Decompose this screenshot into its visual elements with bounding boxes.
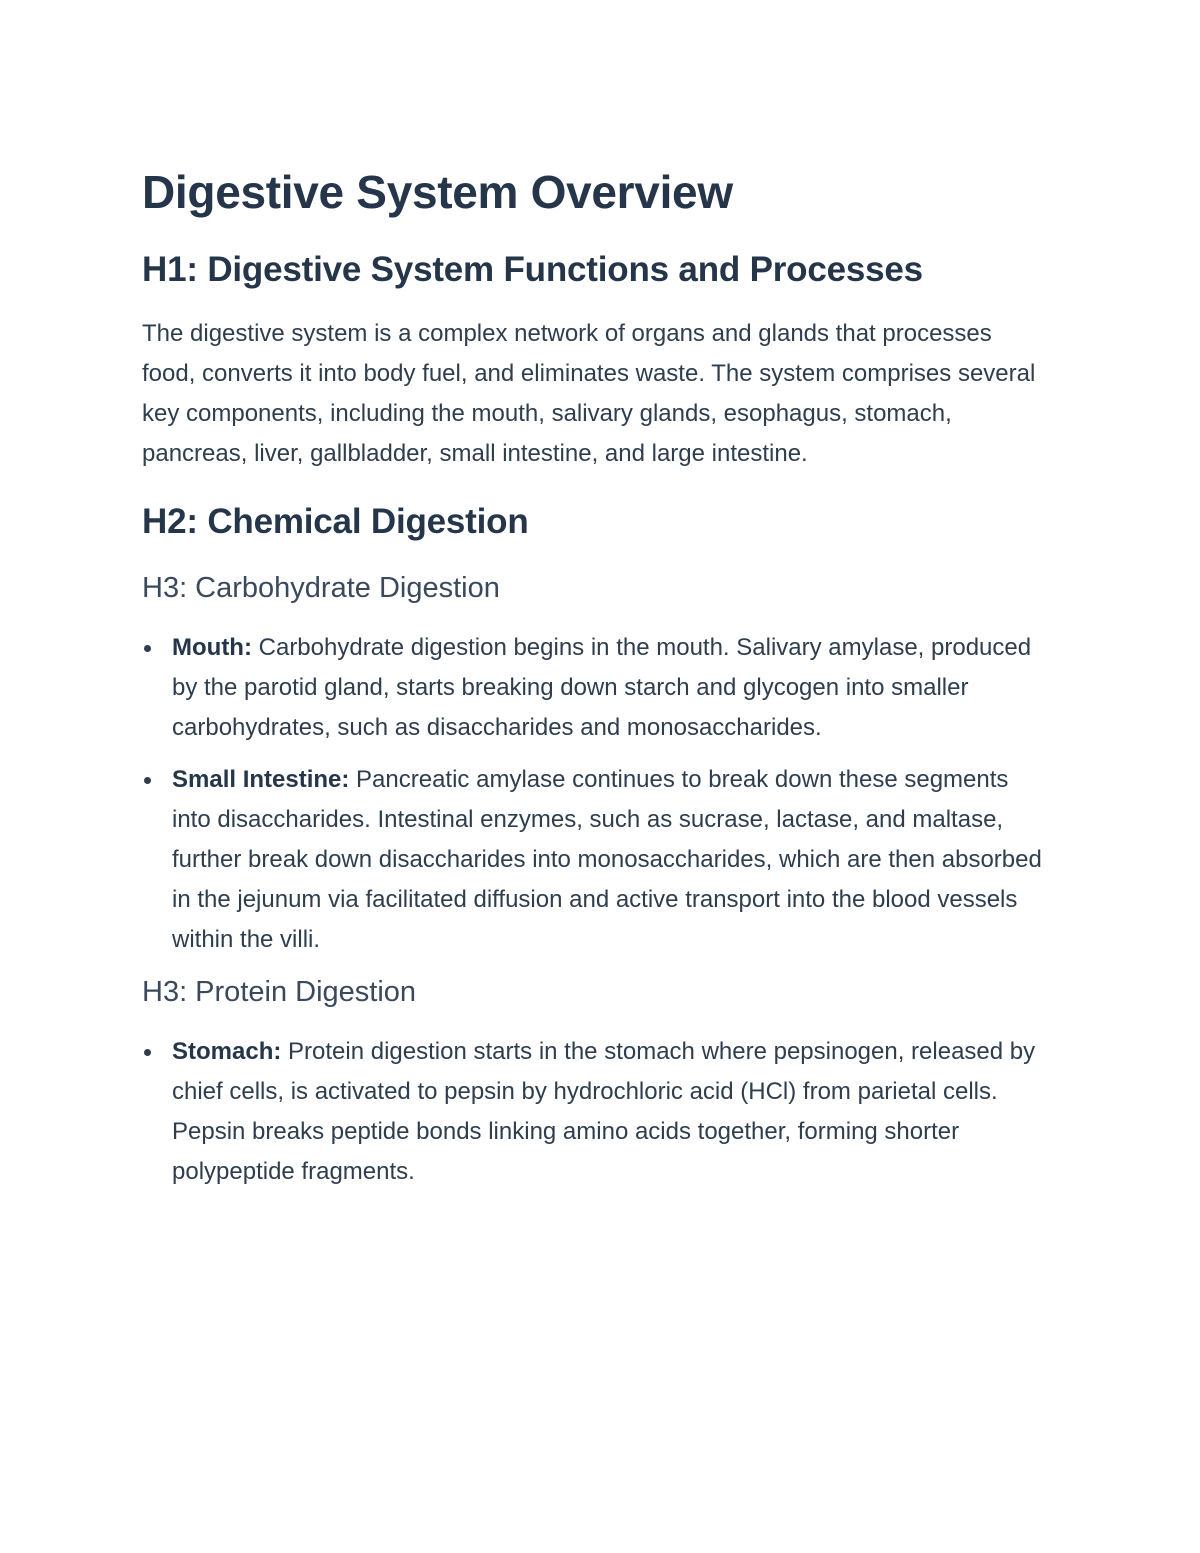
subsection-heading-protein: H3: Protein Digestion	[142, 976, 417, 1008]
carbohydrate-list	[142, 628, 1062, 960]
list-item-text: Protein digestion starts in the stomach where pepsinogen, released by chief cells, is activated to pepsin by hydrochloric acid (HCl) from parietal cells. Pepsin breaks peptide bonds linking amino acids together, forming shorter polypeptide fragments.	[172, 1038, 1036, 1185]
list-item-term: Mouth:	[172, 634, 252, 661]
bullet-dot-icon	[144, 1049, 151, 1056]
functions-paragraph: The digestive system is a complex network of organs and glands that processes food, converts it into body fuel, and eliminates waste. The system comprises several key components, including the mouth, salivary glands, esophagus, stomach, pancreas, liver, gallbladder, small intestine, and large intestine.	[142, 320, 1036, 467]
section-heading-functions: H1: Digestive System Functions and Processes	[142, 250, 923, 289]
document-page	[142, 160, 1062, 1192]
list-item	[142, 628, 1052, 748]
subsection-heading-carbohydrate: H3: Carbohydrate Digestion	[142, 572, 500, 604]
bullet-dot-icon	[144, 645, 151, 652]
list-item	[142, 760, 1052, 960]
list-item	[142, 1032, 1052, 1192]
list-item-term: Small Intestine:	[172, 766, 350, 793]
section-heading-chemical-digestion: H2: Chemical Digestion	[142, 502, 529, 541]
list-item-text: Carbohydrate digestion begins in the mouth. Salivary amylase, produced by the parotid gland, starts breaking down starch and glycogen into smaller carbohydrates, such as disaccharides and monosaccharides.	[172, 634, 1032, 741]
protein-list	[142, 1032, 1062, 1192]
bullet-dot-icon	[144, 777, 151, 784]
document-title: Digestive System Overview	[142, 166, 733, 218]
list-item-text: Pancreatic amylase continues to break down these segments into disaccharides. Intestinal enzymes, such as sucrase, lactase, and maltase, further break down disaccharides into monosaccharides, which are then absorbed in the jejunum via facilitated diffusion and active transport into the blood vessels within the villi.	[172, 766, 1042, 953]
list-item-term: Stomach:	[172, 1038, 282, 1065]
